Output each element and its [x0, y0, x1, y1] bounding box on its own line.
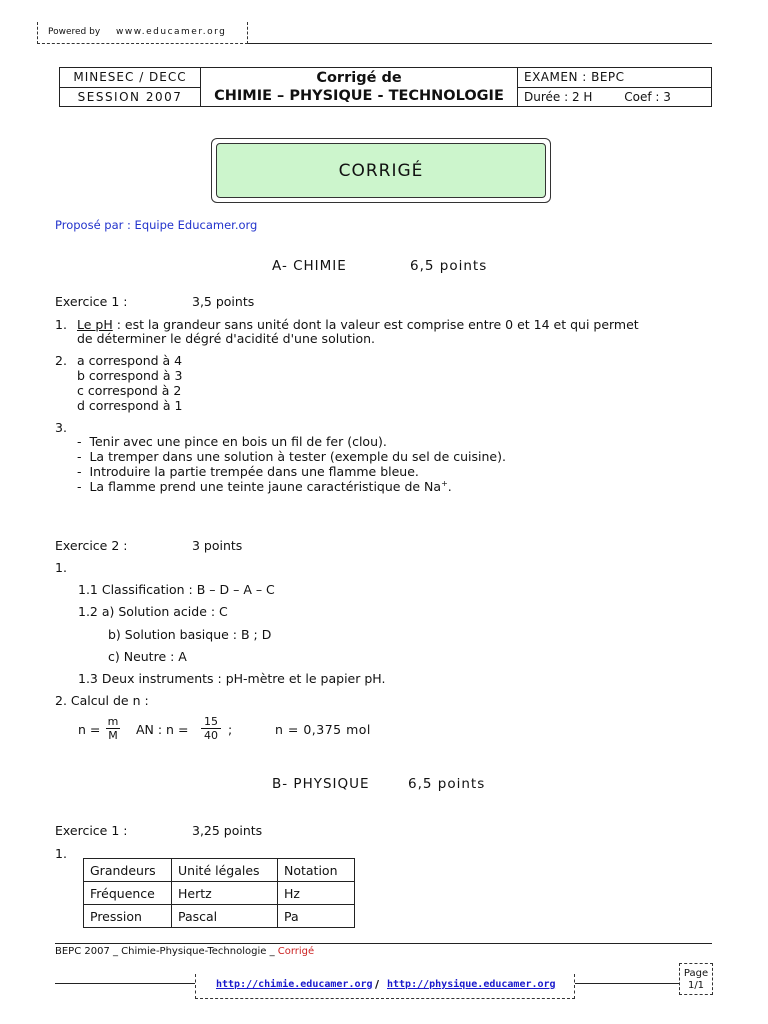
- ph-definition: : est la grandeur sans unité dont la valeur est comprise entre 0 et 14 et qui permet: [112, 317, 639, 332]
- physique-title: B- PHYSIQUE: [272, 776, 370, 792]
- q3-end: .: [447, 479, 452, 495]
- q3-step-4-text: La flamme prend une teinte jaune caractéristique de Na: [89, 479, 442, 495]
- table-cell: Fréquence: [84, 882, 172, 905]
- powered-by-site[interactable]: www.educamer.org: [116, 27, 227, 37]
- q3-step-2-text: La tremper dans une solution à tester (exemple du sel de cuisine).: [89, 449, 506, 464]
- page-label: Page: [683, 968, 709, 979]
- physique-ex1-points: 3,25 points: [192, 823, 263, 838]
- q3-step-4: - La flamme prend une teinte jaune caractéristique de Na+.: [77, 479, 452, 495]
- instruments: 1.3 Deux instruments : pH-mètre et le papier pH.: [78, 671, 386, 686]
- fraction-15: 15: [201, 715, 221, 729]
- q2-line-d: d correspond à 1: [77, 398, 183, 413]
- neutre: c) Neutre : A: [108, 649, 187, 664]
- page-indicator: [679, 963, 713, 995]
- physique-link[interactable]: http://physique.educamer.org: [387, 979, 556, 990]
- proposed-by: Proposé par : Equipe Educamer.org: [55, 218, 258, 232]
- semicolon: ;: [228, 722, 233, 737]
- q3-step-3-text: Introduire la partie trempée dans une flamme bleue.: [89, 464, 419, 479]
- units-header: Unité légales: [172, 859, 278, 882]
- n-equals: n =: [78, 722, 101, 737]
- chimie-link[interactable]: http://chimie.educamer.org: [216, 979, 373, 990]
- chimie-ex2-q1-num: 1.: [55, 560, 67, 575]
- page-number: 1/1: [687, 980, 705, 991]
- chimie-ex1-q3-num: 3.: [55, 420, 67, 435]
- footer-links-box: [195, 974, 575, 999]
- fraction-15-over-40: [201, 715, 221, 742]
- q2-line-b: b correspond à 3: [77, 368, 183, 383]
- physique-ex1-label: Exercice 1 :: [55, 823, 128, 838]
- header-title: [201, 68, 518, 107]
- header-org: MINESEC / DECC: [60, 68, 201, 88]
- header-title-line1: Corrigé de: [316, 70, 402, 86]
- fraction-m: m: [107, 715, 119, 728]
- corrige-banner: [211, 138, 551, 203]
- fraction-m-over-M: [106, 715, 120, 742]
- classification: 1.1 Classification : B – D – A – C: [78, 582, 275, 597]
- n-result: n = 0,375 mol: [275, 722, 371, 737]
- chimie-ex1-q2-num: 2.: [55, 353, 67, 368]
- footer-line-left: [55, 983, 195, 984]
- top-divider: [248, 43, 712, 44]
- units-header: Grandeurs: [84, 859, 172, 882]
- calcul-n: 2. Calcul de n :: [55, 693, 149, 708]
- table-cell: Pascal: [172, 905, 278, 928]
- chimie-ex1-label: Exercice 1 :: [55, 294, 128, 309]
- fraction-M: M: [108, 729, 118, 742]
- an-equals: AN : n =: [136, 722, 189, 737]
- link-separator: /: [375, 978, 380, 991]
- chimie-points: 6,5 points: [410, 258, 488, 274]
- units-header: Notation: [278, 859, 355, 882]
- solution-basique: b) Solution basique : B ; D: [108, 627, 272, 642]
- table-row: [84, 882, 355, 905]
- q3-step-2: - La tremper dans une solution à tester (exemple du sel de cuisine).: [77, 449, 506, 464]
- table-cell: Hertz: [172, 882, 278, 905]
- chimie-ex2-points: 3 points: [192, 538, 243, 553]
- ph-definition-line2: de déterminer le dégré d'acidité d'une solution.: [77, 331, 376, 346]
- powered-by-box: [37, 22, 248, 44]
- solution-acide: 1.2 a) Solution acide : C: [78, 604, 228, 619]
- q3-step-3: - Introduire la partie trempée dans une flamme bleue.: [77, 464, 419, 479]
- chimie-ex1-points: 3,5 points: [192, 294, 255, 309]
- header-table: [59, 67, 712, 107]
- corrige-banner-text: CORRIGÉ: [216, 143, 546, 198]
- header-title-line2: CHIMIE – PHYSIQUE - TECHNOLOGIE: [214, 88, 504, 104]
- table-cell: Pa: [278, 905, 355, 928]
- header-coef: Coef : 3: [624, 89, 671, 104]
- footer-left: BEPC 2007 _ Chimie-Physique-Technologie _: [55, 946, 278, 957]
- table-cell: Hz: [278, 882, 355, 905]
- footer-divider: [55, 943, 712, 944]
- q2-line-c: c correspond à 2: [77, 383, 182, 398]
- chimie-ex1-q1-num: 1.: [55, 317, 67, 332]
- q2-line-a: a correspond à 4: [77, 353, 183, 368]
- chimie-ex1-q1: [77, 317, 639, 332]
- physique-ex1-q1-num: 1.: [55, 846, 67, 861]
- footer-line-right: [575, 983, 679, 984]
- units-header-row: [84, 859, 355, 882]
- q3-step-1-text: Tenir avec une pince en bois un fil de fer (clou).: [89, 434, 387, 449]
- footer-text: [55, 946, 314, 957]
- fraction-40: 40: [204, 729, 218, 742]
- header-session: SESSION 2007: [60, 87, 201, 107]
- header-duration-cell: [518, 87, 712, 107]
- q3-step-1: - Tenir avec une pince en bois un fil de fer (clou).: [77, 434, 387, 449]
- header-exam: EXAMEN : BEPC: [518, 68, 712, 88]
- q3-sup: +: [441, 479, 448, 488]
- table-row: [84, 905, 355, 928]
- header-duration: Durée : 2 H: [524, 89, 593, 104]
- table-cell: Pression: [84, 905, 172, 928]
- chimie-title: A- CHIMIE: [272, 258, 347, 274]
- powered-by-label: Powered by: [48, 27, 101, 37]
- ph-term: Le pH: [77, 317, 113, 332]
- units-table: [83, 858, 355, 928]
- footer-corrige: Corrigé: [277, 946, 315, 957]
- physique-points: 6,5 points: [408, 776, 486, 792]
- chimie-ex2-label: Exercice 2 :: [55, 538, 128, 553]
